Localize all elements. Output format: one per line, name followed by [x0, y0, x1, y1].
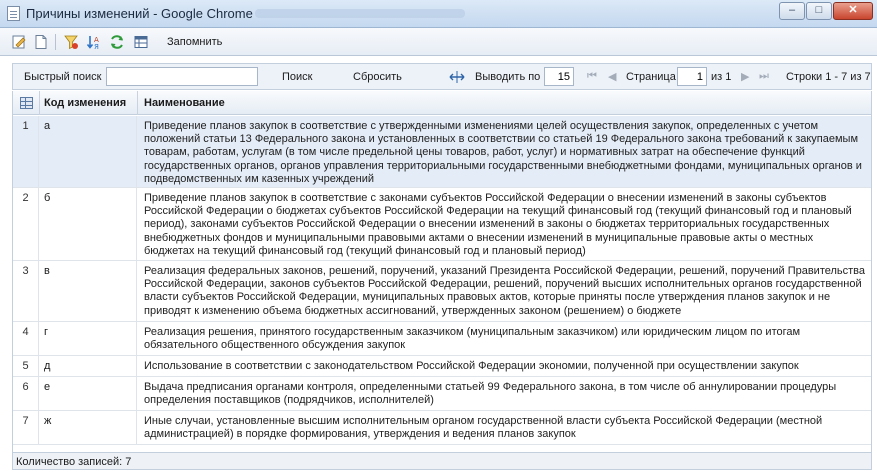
- page-icon: [7, 6, 20, 21]
- prev-page-icon[interactable]: ◀: [608, 71, 617, 83]
- column-header-code[interactable]: Код изменения: [44, 97, 127, 109]
- column-fit-icon[interactable]: [449, 69, 465, 88]
- close-button[interactable]: ✕: [833, 2, 873, 20]
- table-row[interactable]: [13, 261, 871, 322]
- table-row[interactable]: [13, 356, 871, 377]
- toolbar: [0, 28, 877, 56]
- row-name: Реализация решения, принятого государственным заказчиком (муниципальным заказчиком) или юридическим лицом по итогам обязательного общественного обсуждения закупок: [144, 326, 801, 352]
- sort-icon[interactable]: [86, 34, 102, 50]
- row-code: в: [40, 261, 137, 321]
- row-code: ж: [40, 411, 137, 444]
- row-name: Иные случаи, установленные высшим исполнительным органом государственной власти субъекта Российской Федерации (местной администрацией) в порядке формирования, утверждения и ведения планов закупок: [144, 415, 823, 441]
- row-code: е: [40, 377, 137, 410]
- next-page-icon[interactable]: ▶: [741, 71, 750, 83]
- window-title: Причины изменений - Google Chrome: [26, 6, 253, 21]
- quick-search-label: Быстрый поиск: [24, 71, 102, 83]
- record-count: Количество записей: 7: [16, 456, 132, 468]
- filter-icon[interactable]: [63, 34, 79, 50]
- row-code: б: [40, 188, 137, 260]
- page-of-label: из 1: [711, 71, 732, 83]
- per-page-input[interactable]: [544, 67, 574, 86]
- page-input[interactable]: [677, 67, 707, 86]
- grid-header: [13, 91, 871, 115]
- edit-icon[interactable]: [11, 34, 27, 50]
- page-label: Страница: [626, 71, 676, 83]
- row-number: 6: [13, 377, 39, 410]
- table-row[interactable]: [13, 322, 871, 356]
- maximize-button[interactable]: □: [806, 2, 832, 20]
- status-bar: [12, 452, 872, 470]
- table-row[interactable]: [13, 188, 871, 261]
- data-grid: [12, 91, 872, 454]
- row-name: Приведение планов закупок в соответствие с законами субъектов Российской Федерации о внесении изменений в законы субъектов Российской Федерации о бюджетах субъектов Российской Федерации на текущий финансовый год (текущий финансовый год и плановый период), законами субъектов Российской Федерации о внесении изменений в законы о бюджетах территориальных государственных внебюджетных фондов и муниципальными правовыми актами о внесении изменений в муниципальные правовые акты о местных бюджетах на текущий финансовый год (текущий финансовый год и плановый период): [144, 192, 852, 257]
- last-page-icon[interactable]: ⏭: [759, 70, 769, 82]
- rows-info: Строки 1 - 7 из 7: [786, 71, 871, 83]
- table-icon[interactable]: [20, 97, 33, 109]
- row-code: а: [40, 116, 137, 187]
- per-page-label: Выводить по: [475, 71, 541, 83]
- row-name: Приведение планов закупок в соответствие с утвержденными изменениями целей осуществления закупок, определенных с учетом положений статьи 13 Федерального закона и установленных в соответствии со статьей 19 Федерального закона требований к закупаемым товарам, работам, услугам (в том числе предельной цены товаров, работ, услуг) и нормативных затрат на обеспечение функций государственных органов, органов управления территориальными государственными внебюджетными фондами, муниципальных органов и подведомственных им казенных учреждений: [144, 120, 862, 185]
- column-header-name[interactable]: Наименование: [144, 97, 225, 109]
- table-row[interactable]: [13, 377, 871, 411]
- remember-button[interactable]: Запомнить: [167, 36, 223, 48]
- svg-text:A: A: [94, 36, 99, 44]
- row-number: 1: [13, 116, 39, 187]
- search-bar: [12, 63, 872, 90]
- blurred-address: [255, 9, 465, 18]
- first-page-icon[interactable]: ⏮: [587, 70, 597, 82]
- table-row[interactable]: [13, 116, 871, 188]
- row-number: 3: [13, 261, 39, 321]
- row-name: Выдача предписания органами контроля, определенными статьей 99 Федерального закона, в том числе об аннулировании процедуры определения поставщиков (подрядчиков, исполнителей): [144, 381, 837, 407]
- reset-button[interactable]: Сбросить: [353, 71, 402, 83]
- row-number: 2: [13, 188, 39, 260]
- table-row[interactable]: [13, 411, 871, 445]
- quick-search-input[interactable]: [106, 67, 258, 86]
- window-titlebar: [0, 0, 877, 28]
- table-settings-icon[interactable]: [133, 34, 149, 50]
- row-number: 7: [13, 411, 39, 444]
- minimize-button[interactable]: –: [779, 2, 805, 20]
- new-document-icon[interactable]: [33, 34, 49, 50]
- row-name: Использование в соответствии с законодательством Российской Федерации экономии, полученной при осуществлении закупок: [144, 360, 799, 372]
- row-number: 5: [13, 356, 39, 376]
- row-code: г: [40, 322, 137, 355]
- svg-text:Я: Я: [94, 43, 99, 50]
- search-button[interactable]: Поиск: [282, 71, 313, 83]
- row-number: 4: [13, 322, 39, 355]
- row-name: Реализация федеральных законов, решений, поручений, указаний Президента Российской Федерации, решений, поручений Правительства Российской Федерации, законов субъектов Российской Федерации, решений, поручений высших исполнительных органов государственной власти субъектов Российской Федерации, муниципальных правовых актов, которые приняты после утверждения планов закупок и не приводят к изменению объема бюджетных ассигнований, утвержденных законом (решением) о бюджете: [144, 265, 866, 317]
- refresh-icon[interactable]: [109, 34, 125, 50]
- window-controls: [779, 2, 873, 20]
- row-code: д: [40, 356, 137, 376]
